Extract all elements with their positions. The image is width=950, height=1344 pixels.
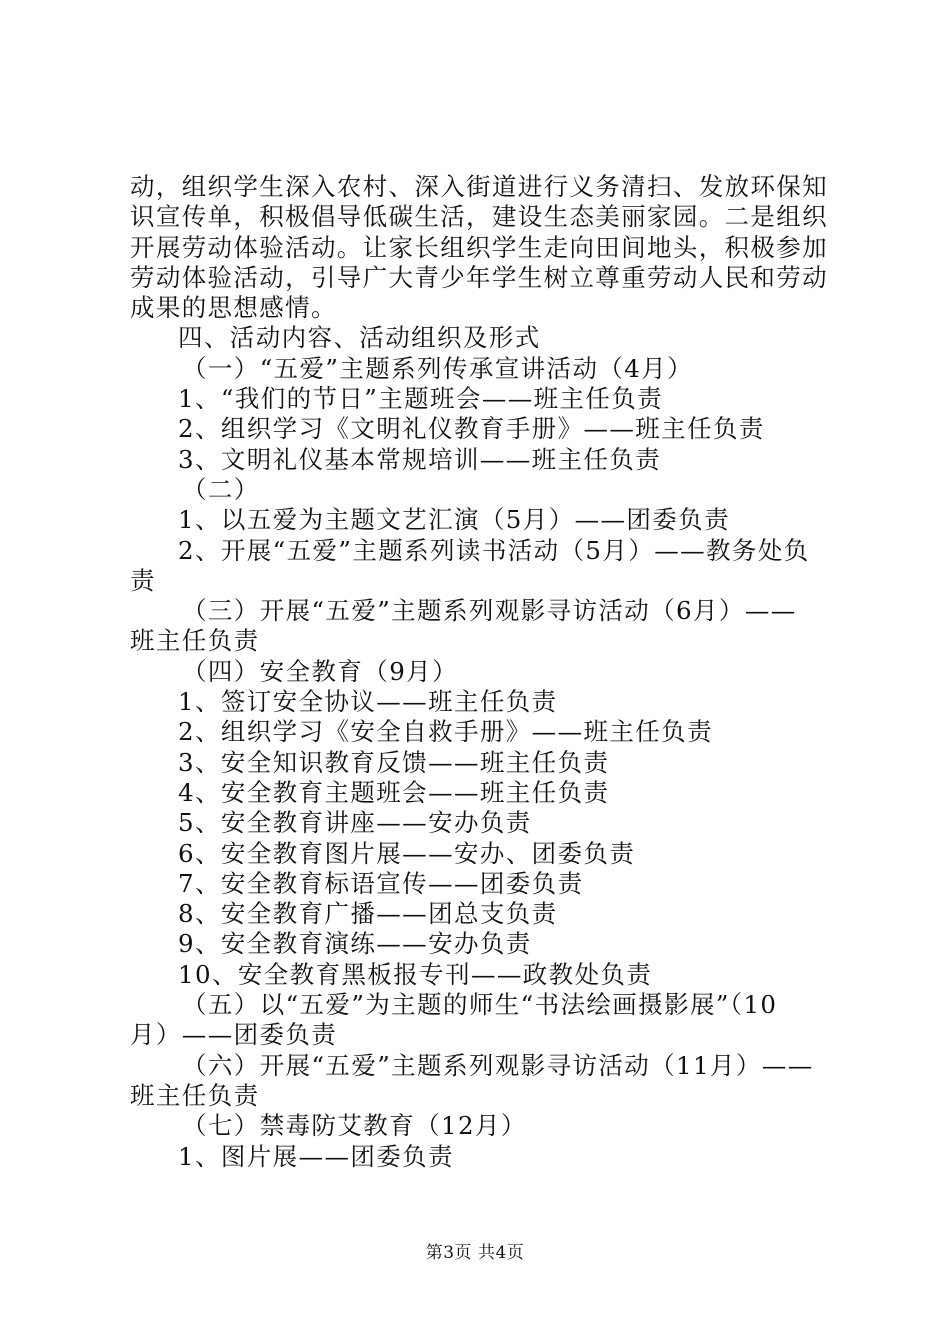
document-body <box>130 172 830 1172</box>
subsection-heading: （四）安全教育（9月） <box>182 656 458 686</box>
list-item: 6、安全教育图片展——安办、团委负责 <box>178 838 636 868</box>
list-item: 2、组织学习《安全自救手册》——班主任负责 <box>178 717 713 747</box>
list-item: 1、“我们的节日”主题班会——班主任负责 <box>178 384 664 414</box>
subsection-heading: （六）开展“五爱”主题系列观影寻访活动（11月）—— <box>182 1050 814 1080</box>
list-item: 5、安全教育讲座——安办负责 <box>178 808 532 838</box>
subsection-heading-continuation: 班主任负责 <box>130 1080 260 1110</box>
subsection-heading: （二） <box>182 474 260 504</box>
paragraph-line: 动，组织学生深入农村、深入街道进行义务清扫、发放环保知 <box>130 172 828 201</box>
list-item-continuation: 责 <box>130 565 156 595</box>
paragraph-line: 成果的思想感情。 <box>130 293 337 323</box>
list-item: 8、安全教育广播——团总支负责 <box>178 899 558 929</box>
page-number-footer: 第3页 共4页 <box>425 1243 525 1263</box>
subsection-heading: （七）禁毒防艾教育（12月） <box>182 1111 527 1141</box>
subsection-heading: （三）开展“五爱”主题系列观影寻访活动（6月）—— <box>182 596 797 626</box>
subsection-heading: （一）“五爱”主题系列传承宣讲活动（4月） <box>182 353 694 383</box>
list-item: 1、签订安全协议——班主任负责 <box>178 687 558 717</box>
subsection-heading-continuation: 班主任负责 <box>130 626 260 656</box>
subsection-heading-continuation: 月）——团委负责 <box>130 1020 338 1050</box>
list-item: 9、安全教育演练——安办负责 <box>178 929 532 959</box>
list-item: 3、安全知识教育反馈——班主任负责 <box>178 747 610 777</box>
paragraph-line: 开展劳动体验活动。让家长组织学生走向田间地头，积极参加 <box>130 232 828 262</box>
list-item: 3、文明礼仪基本常规培训——班主任负责 <box>178 444 662 474</box>
list-item: 7、安全教育标语宣传——团委负责 <box>178 868 584 898</box>
list-item: 2、组织学习《文明礼仪教育手册》——班主任负责 <box>178 414 765 444</box>
list-item: 2、开展“五爱”主题系列读书活动（5月）——教务处负 <box>178 535 810 565</box>
section-heading: 四、活动内容、活动组织及形式 <box>178 323 541 353</box>
subsection-heading: （五）以“五爱”为主题的师生“书法绘画摄影展”（10 <box>182 990 778 1020</box>
paragraph-line: 劳动体验活动，引导广大青少年学生树立尊重劳动人民和劳动 <box>130 262 828 292</box>
list-item: 1、以五爱为主题文艺汇演（5月）——团委负责 <box>178 505 730 535</box>
list-item: 1、图片展——团委负责 <box>178 1141 454 1171</box>
list-item: 4、安全教育主题班会——班主任负责 <box>178 777 610 807</box>
list-item: 10、安全教育黑板报专刊——政教处负责 <box>178 959 653 989</box>
paragraph-line: 识宣传单，积极倡导低碳生活，建设生态美丽家园。二是组织 <box>130 202 828 232</box>
